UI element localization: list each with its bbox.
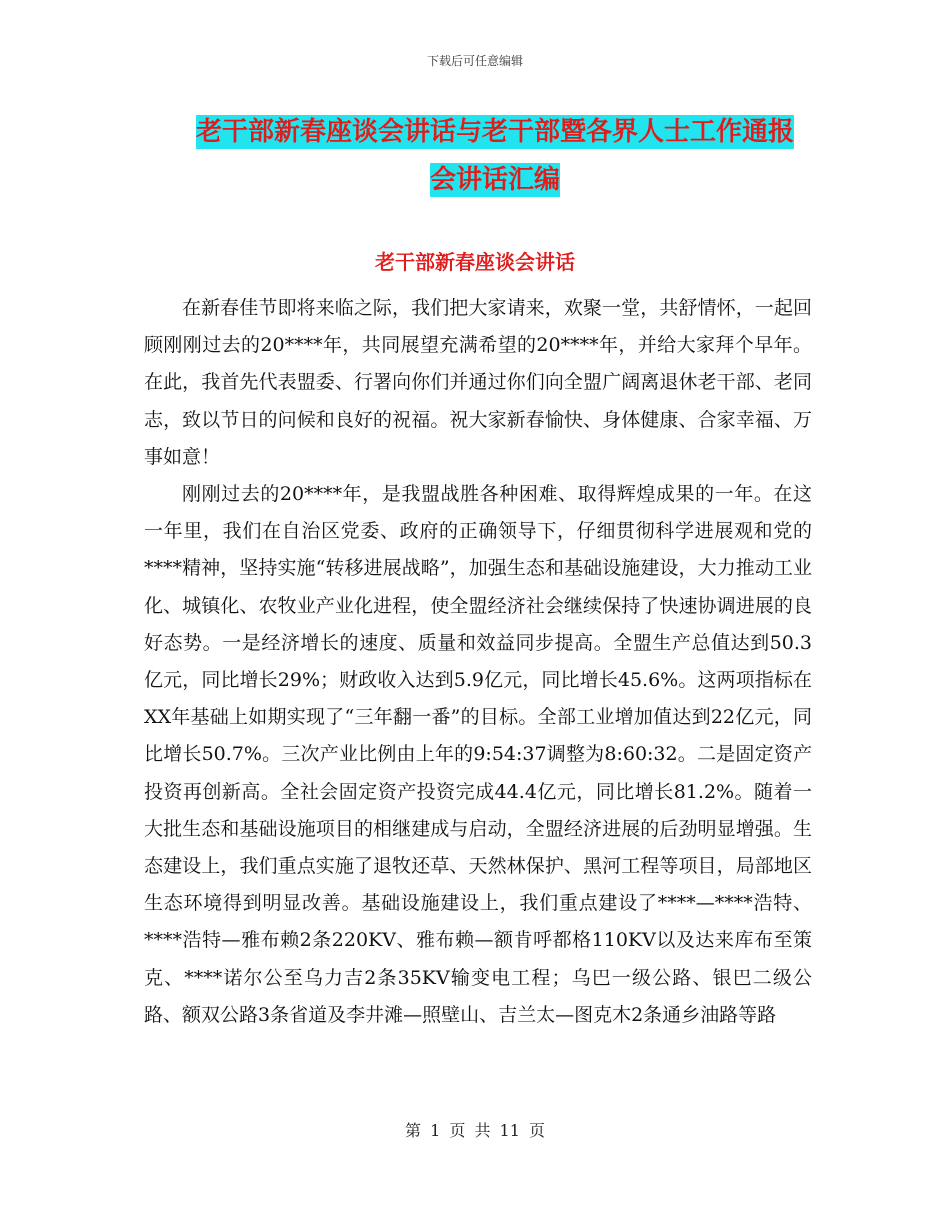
document-title-line-2: 会讲话汇编 <box>429 165 560 195</box>
document-title <box>150 108 840 204</box>
document-title-line-1: 老干部新春座谈会讲话与老干部暨各界人士工作通报 <box>195 117 794 147</box>
body-text <box>144 290 812 1034</box>
header-note: 下载后可任意编辑 <box>426 54 523 68</box>
page-footer: 第 1 页 共 11 页 <box>405 1121 545 1140</box>
section-title: 老干部新春座谈会讲话 <box>375 250 575 274</box>
paragraph: 在新春佳节即将来临之际，我们把大家请来，欢聚一堂，共舒情怀，一起回顾刚刚过去的20****年，共同展望充满希望的20****年，并给大家拜个早年。在此，我首先代表盟委、行署向你们并通过你们向全盟广阔离退休老干部、老同志，致以节日的问候和良好的祝福。祝大家新春愉快、身体健康、合家幸福、万事如意！ <box>144 297 812 468</box>
paragraph: 刚刚过去的20****年，是我盟战胜各种困难、取得辉煌成果的一年。在这一年里，我们在自治区党委、政府的正确领导下，仔细贯彻科学进展观和党的****精神，坚持实施“转移进展战略”，加强生态和基础设施建设，大力推动工业化、城镇化、农牧业产业化进程，使全盟经济社会继续保持了快速协调进展的良好态势。一是经济增长的速度、质量和效益同步提高。全盟生产总值达到50.3亿元，同比增长29%；财政收入达到5.9亿元，同比增长45.6%。这两项指标在XX年基础上如期实现了“三年翻一番”的目标。全部工业增加值达到22亿元，同比增长50.7%。三次产业比例由上年的9:54:37调整为8:60:32。二是固定资产投资再创新高。全社会固定资产投资完成44.4亿元，同比增长81.2%。随着一大批生态和基础设施项目的相继建成与启动，全盟经济进展的后劲明显增强。生态建设上，我们重点实施了退牧还草、天然林保护、黑河工程等项目，局部地区生态环境得到明显改善。基础设施建设上，我们重点建设了****—****浩特、****浩特—雅布赖2条220KV、雅布赖—额肯呼都格110KV以及达来库布至策克、****诺尔公至乌力吉2条35KV输变电工程；乌巴一级公路、银巴二级公路、额双公路3条省道及李井滩—照壁山、吉兰太—图克木2条通乡油路等路 <box>144 483 812 1026</box>
